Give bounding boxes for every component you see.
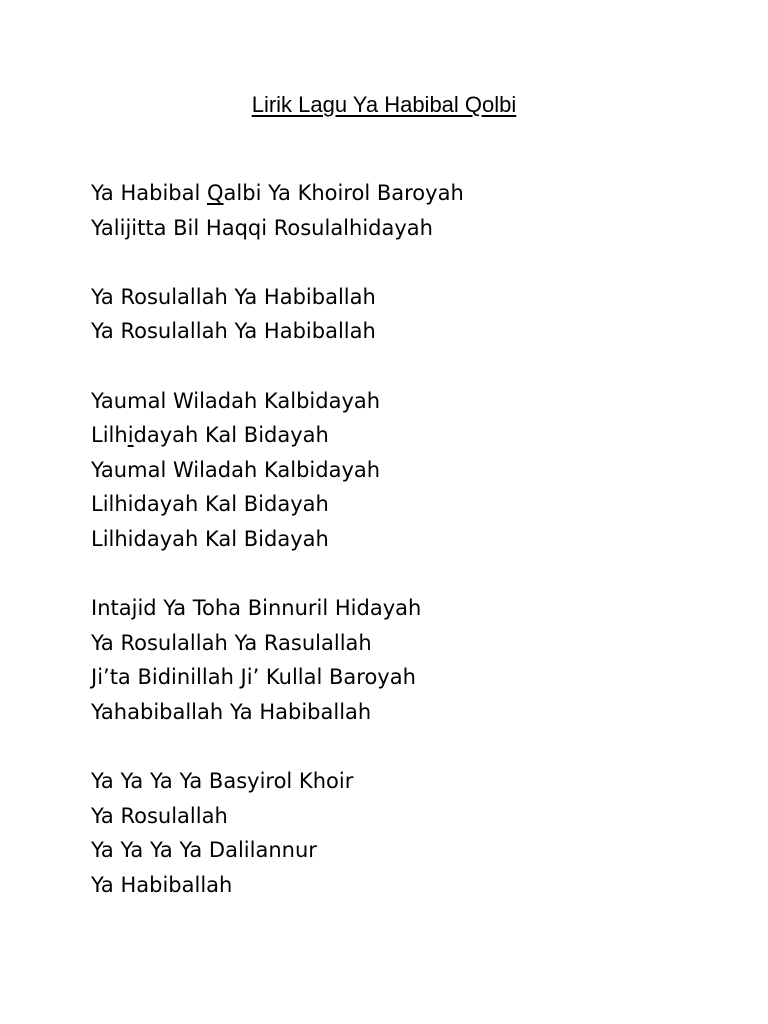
stanza	[91, 280, 731, 349]
underlined-letter: i	[127, 423, 134, 448]
lyric-line	[91, 176, 731, 211]
lyric-line: Ya Rosulallah Ya Habiballah	[91, 319, 376, 344]
lyric-line: Ya Rosulallah Ya Rasulallah	[91, 630, 372, 655]
lyric-line: Intajid Ya Toha Binnuril Hidayah	[91, 596, 422, 621]
lyric-line: Yaumal Wiladah Kalbidayah	[91, 457, 381, 482]
lyric-line: Lilhidayah Kal Bidayah	[91, 492, 329, 517]
lyric-line-start: Ya Habibal	[91, 181, 208, 205]
lyric-line: Yaumal Wiladah Kalbidayah	[91, 388, 381, 413]
lyric-line: Yalijitta Bil Haqqi Rosulalhidayah	[91, 215, 433, 240]
document-title: Lirik Lagu Ya Habibal Qolbi	[251, 92, 517, 117]
lyric-line: Ya Rosulallah	[91, 803, 228, 828]
lyric-line-start: Lilh	[91, 423, 128, 448]
lyric-line: Ya Rosulallah Ya Habiballah	[91, 284, 376, 309]
underlined-letter: Q	[207, 181, 224, 205]
lyrics-body	[91, 176, 731, 937]
lyric-line: Ji’ta Bidinillah Ji’ Kullal Baroyah	[91, 665, 416, 690]
lyric-line-end: albi Ya Khoirol Baroyah	[223, 181, 464, 205]
stanza	[91, 764, 731, 902]
lyric-line	[91, 418, 731, 453]
lyric-line: Ya Habiballah	[91, 872, 233, 897]
lyric-line-end: dayah Kal Bidayah	[133, 423, 329, 448]
lyric-line: Ya Ya Ya Ya Dalilannur	[91, 838, 317, 863]
lyric-line: Lilhidayah Kal Bidayah	[91, 526, 329, 551]
stanza	[91, 384, 731, 557]
lyric-line: Yahabiballah Ya Habiballah	[91, 699, 372, 724]
stanza	[91, 591, 731, 729]
lyric-line: Ya Ya Ya Ya Basyirol Khoir	[91, 769, 354, 794]
stanza	[91, 176, 731, 245]
